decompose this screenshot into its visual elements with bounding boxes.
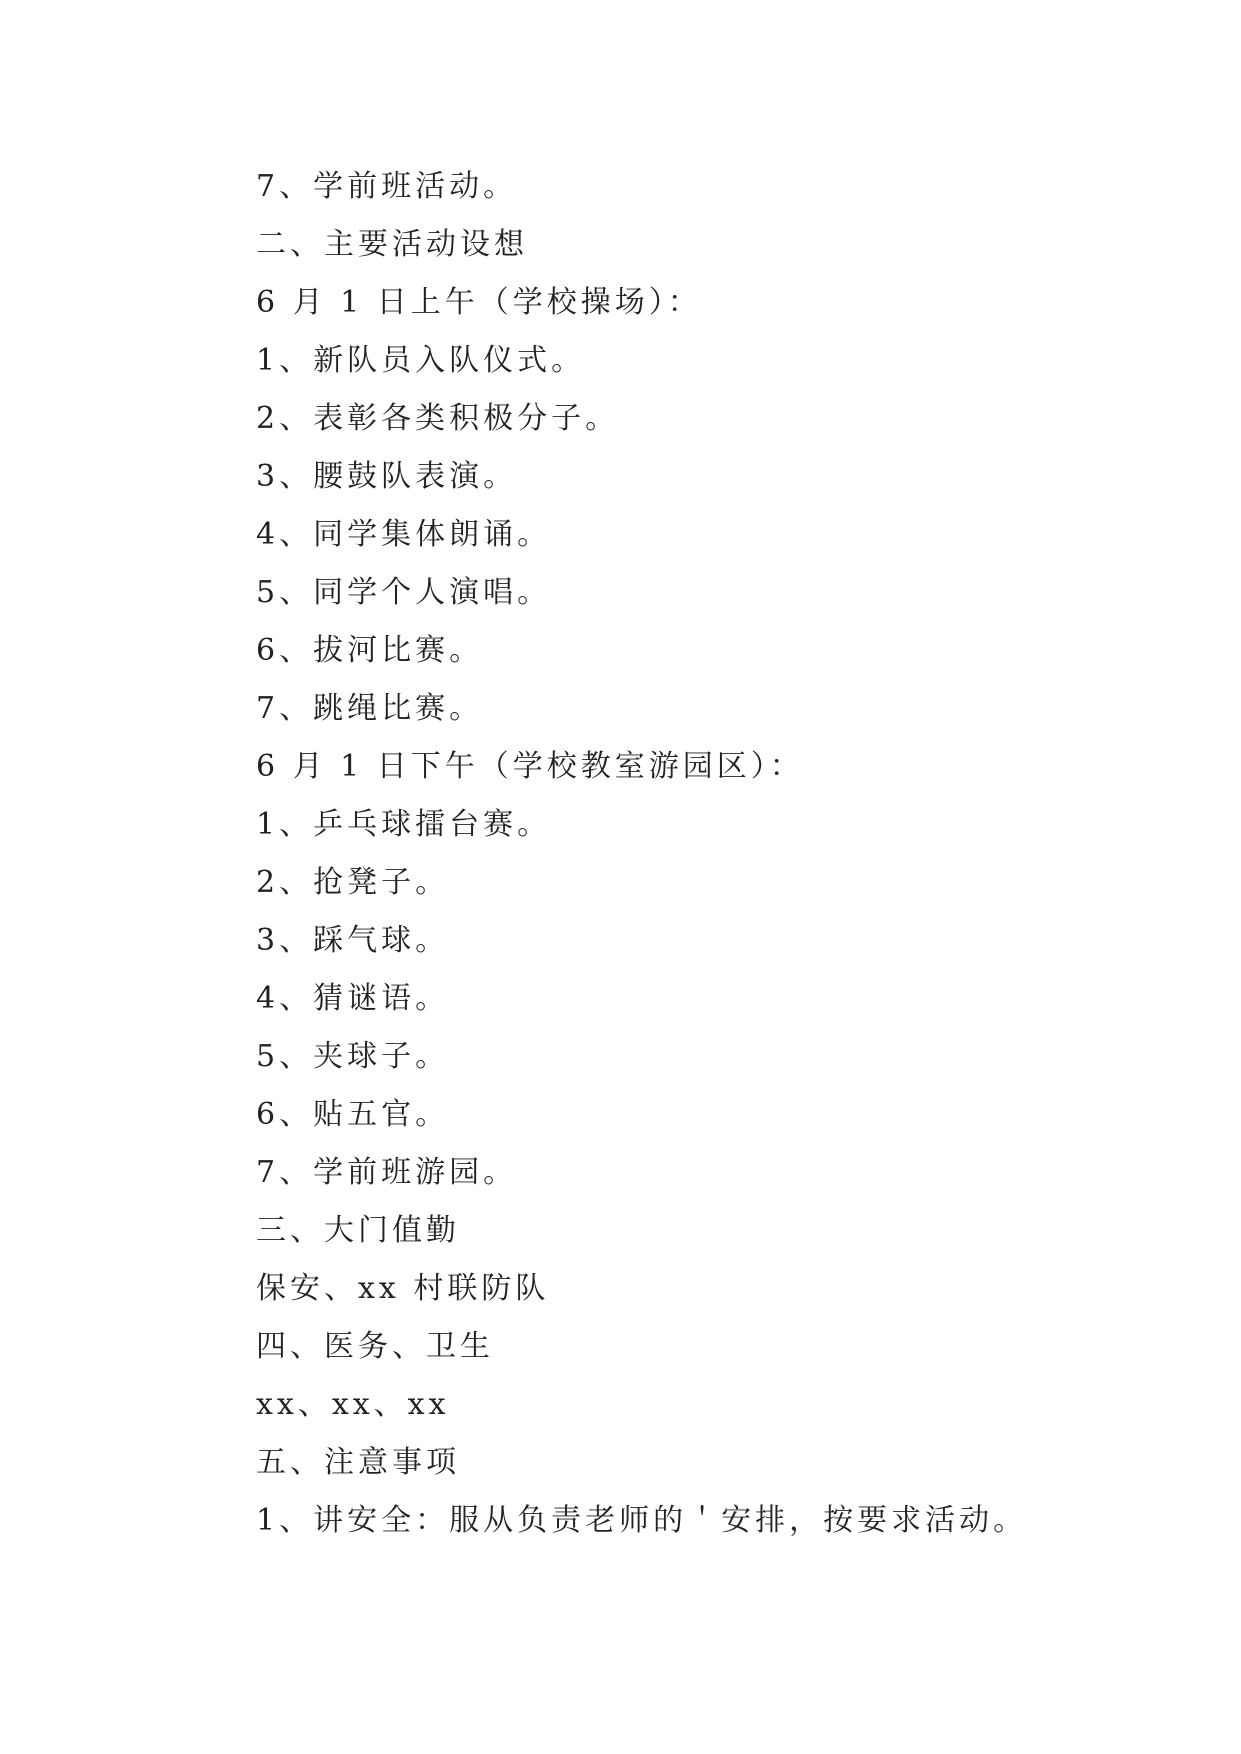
section-heading: 四、医务、卫生	[256, 1329, 494, 1364]
list-item: 7、学前班游园。	[256, 1155, 518, 1190]
subsection-heading: 6 月 1 日上午（学校操场）：	[256, 285, 702, 320]
list-item: 5、夹球子。	[256, 1039, 450, 1074]
list-item: 6、拔河比赛。	[256, 633, 484, 668]
paragraph: 保安、xx 村联防队	[256, 1271, 550, 1306]
list-item: 7、跳绳比赛。	[256, 691, 484, 726]
list-item: 3、腰鼓队表演。	[256, 459, 518, 494]
list-item: 6、贴五官。	[256, 1097, 450, 1132]
document-body	[256, 158, 1156, 1550]
paragraph: xx、xx、xx	[256, 1387, 450, 1422]
list-item: 4、猜谜语。	[256, 981, 450, 1016]
list-item: 3、踩气球。	[256, 923, 450, 958]
list-item: 1、讲安全：服从负责老师的＇安排，按要求活动。	[256, 1503, 1028, 1538]
list-item: 2、表彰各类积极分子。	[256, 401, 620, 436]
list-item: 1、新队员入队仪式。	[256, 343, 586, 378]
section-heading: 二、主要活动设想	[256, 227, 528, 262]
section-heading: 三、大门值勤	[256, 1213, 460, 1248]
list-item: 5、同学个人演唱。	[256, 575, 552, 610]
list-item: 2、抢凳子。	[256, 865, 450, 900]
subsection-heading: 6 月 1 日下午（学校教室游园区）：	[256, 749, 804, 784]
list-item: 4、同学集体朗诵。	[256, 517, 552, 552]
list-item: 1、乒乓球擂台赛。	[256, 807, 552, 842]
section-heading: 五、注意事项	[256, 1445, 460, 1480]
list-item: 7、学前班活动。	[256, 169, 518, 204]
